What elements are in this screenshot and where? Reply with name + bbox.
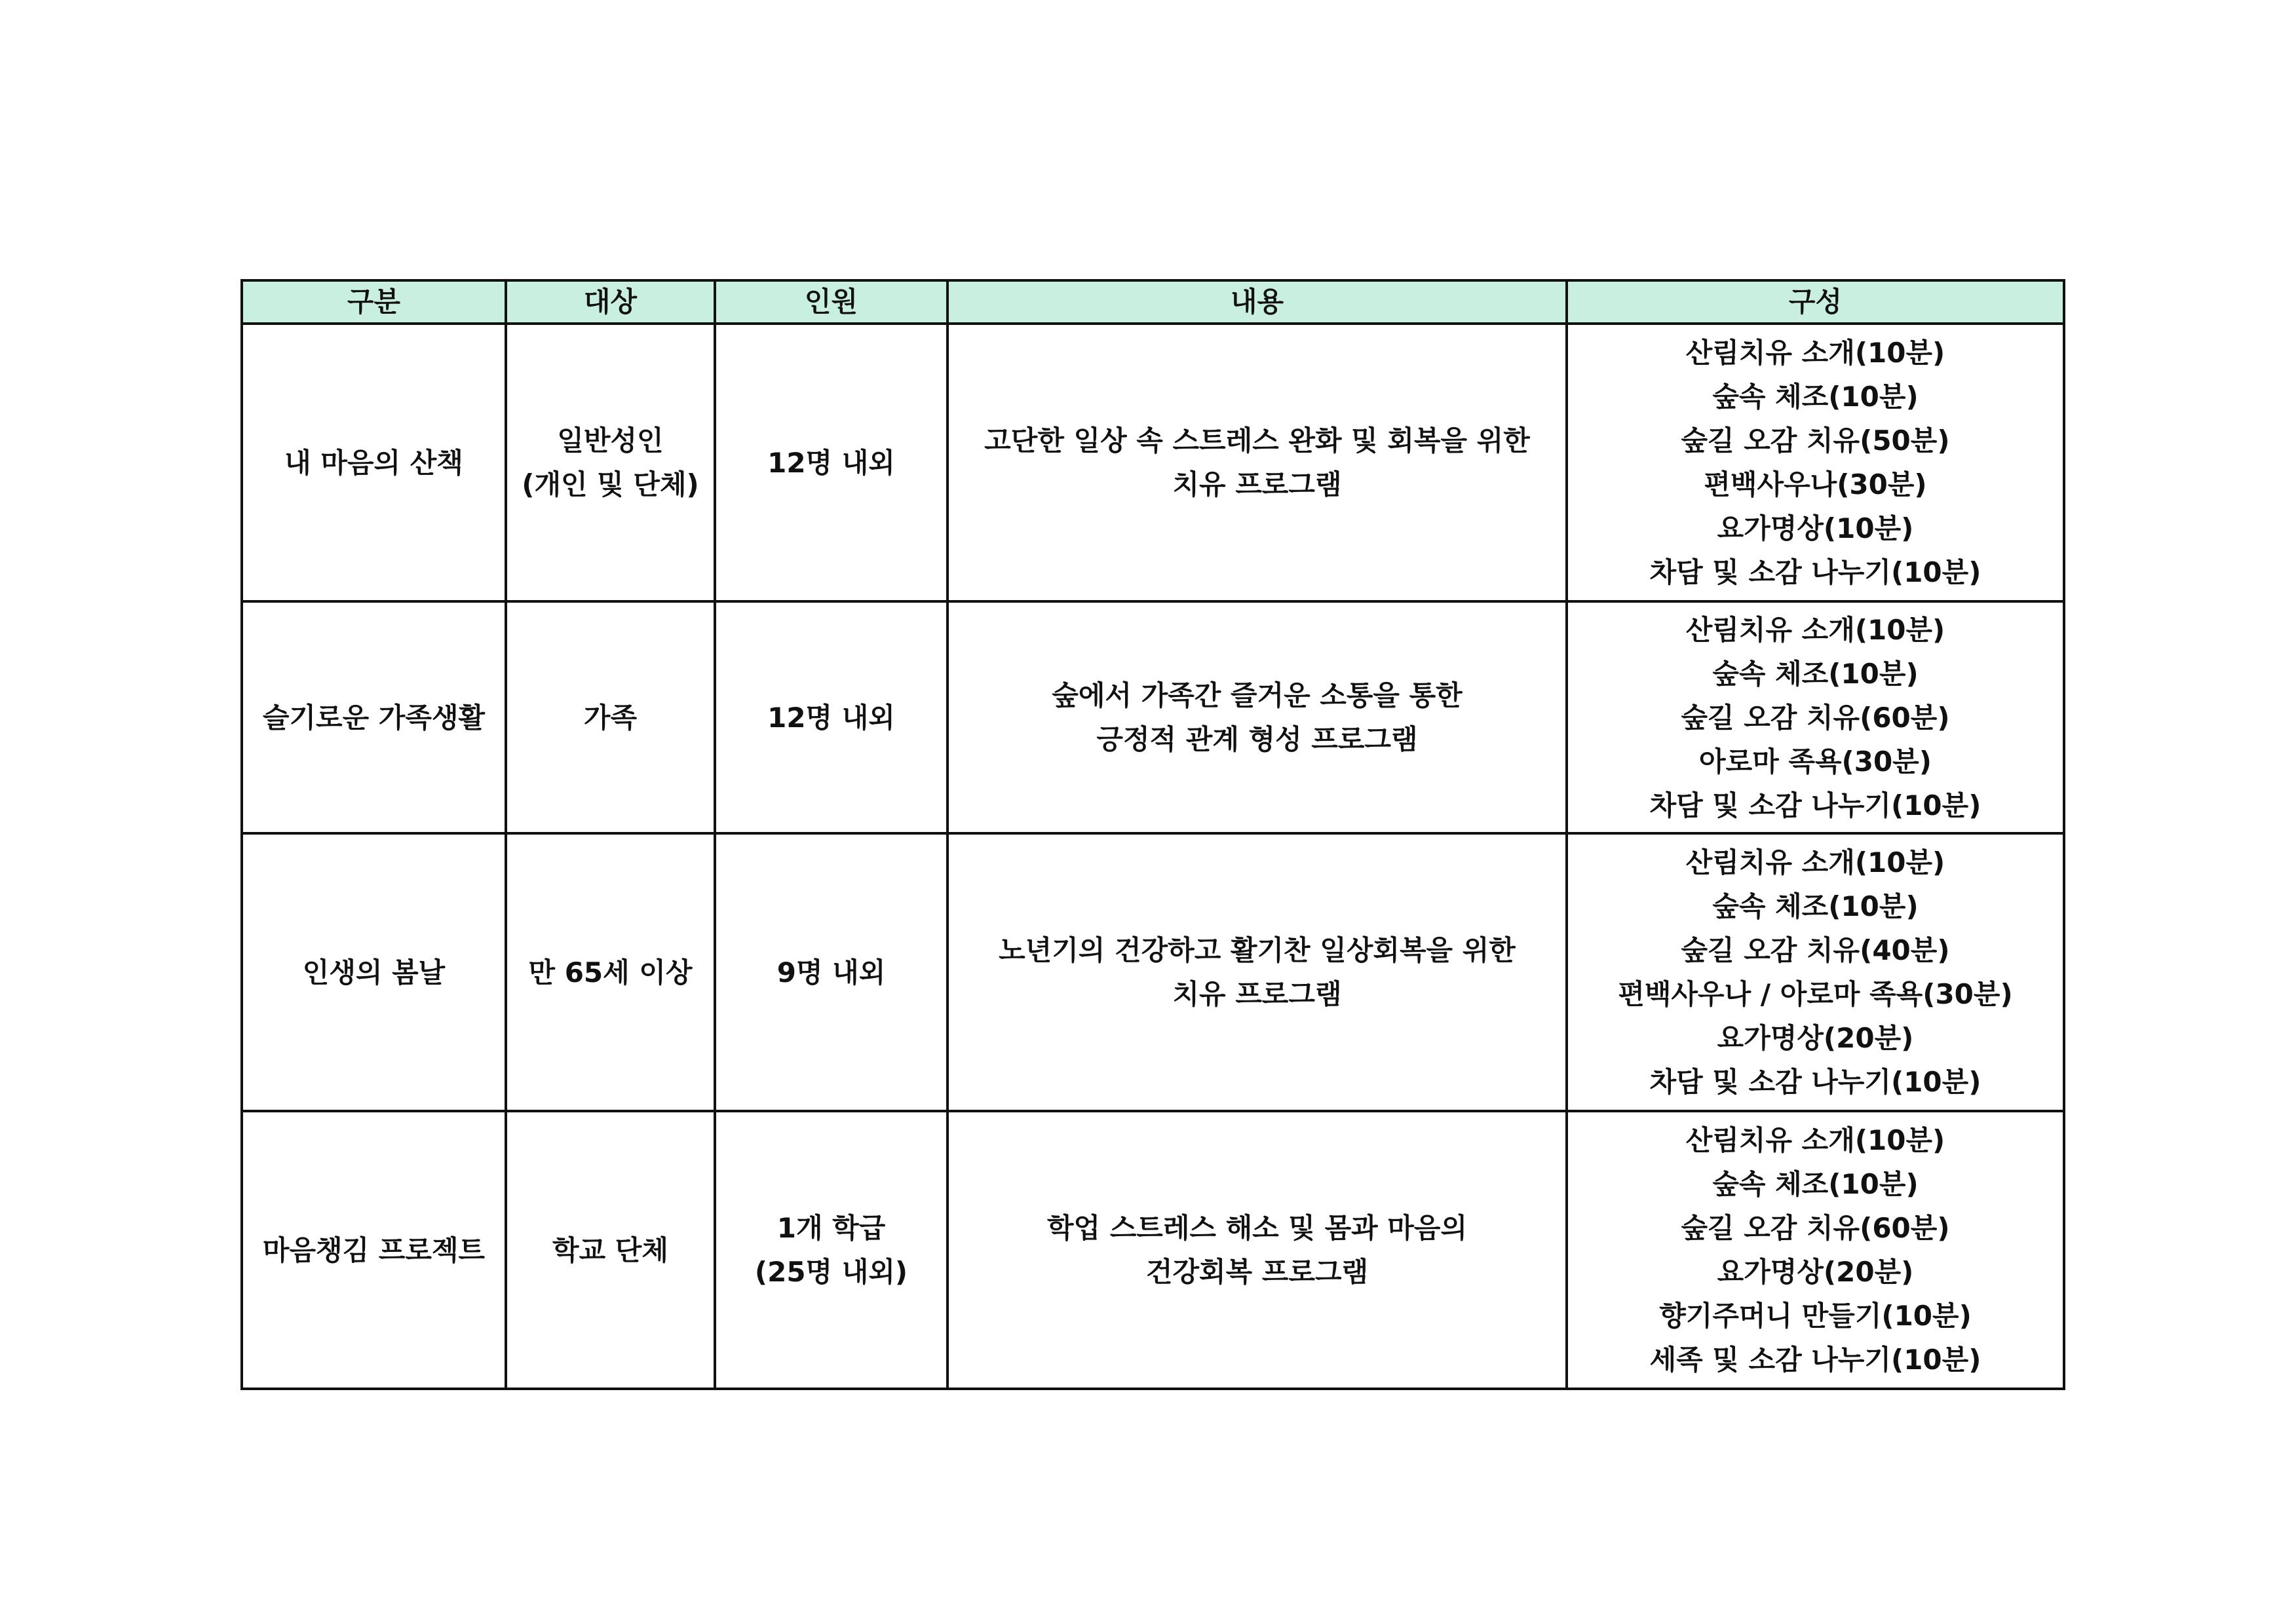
program-name-cell	[242, 324, 506, 601]
composition-item: 숲길 오감 치유(40분)	[1681, 934, 1950, 966]
target-line: 학교 단체	[552, 1234, 668, 1266]
content-line: 건강회복 프로그램	[1145, 1256, 1369, 1288]
composition-item: 향기주머니 만들기(10분)	[1659, 1300, 1972, 1332]
header-content: 내용	[947, 280, 1567, 324]
composition-item: 차담 및 소감 나누기(10분)	[1649, 556, 1981, 588]
composition-item: 세족 및 소감 나누기(10분)	[1649, 1344, 1981, 1376]
target-line: (개인 및 단체)	[522, 468, 699, 500]
composition-item: 차담 및 소감 나누기(10분)	[1649, 1066, 1981, 1098]
composition-item: 요가명상(20분)	[1717, 1022, 1914, 1054]
headcount-cell	[715, 833, 947, 1111]
target-cell	[506, 324, 715, 601]
composition-item: 숲속 체조(10분)	[1712, 890, 1919, 922]
composition-item: 숲길 오감 치유(60분)	[1681, 701, 1950, 734]
table-row	[242, 324, 2064, 601]
headcount-line: 12명 내외	[767, 446, 895, 479]
headcount-cell	[715, 324, 947, 601]
target-line: 일반성인	[557, 425, 664, 457]
composition-item: 숲속 체조(10분)	[1712, 381, 1919, 413]
composition-item: 요가명상(10분)	[1717, 512, 1914, 544]
program-name: 마음챙김 프로젝트	[262, 1234, 486, 1266]
table-row	[242, 1111, 2064, 1389]
target-cell	[506, 1111, 715, 1389]
target-line: 만 65세 이상	[528, 956, 693, 989]
table-row	[242, 601, 2064, 833]
composition-item: 산림치유 소개(10분)	[1685, 337, 1945, 369]
content-line: 긍정적 관계 형성 프로그램	[1096, 723, 1418, 755]
composition-item: 숲길 오감 치유(50분)	[1681, 425, 1950, 457]
content-line: 치유 프로그램	[1172, 978, 1342, 1010]
composition-item: 산림치유 소개(10분)	[1685, 846, 1945, 878]
headcount-line: 1개 학급	[776, 1212, 886, 1244]
program-name: 인생의 봄날	[302, 956, 446, 989]
content-line: 학업 스트레스 해소 및 몸과 마음의	[1046, 1212, 1468, 1244]
program-table	[240, 279, 2065, 1390]
table-body	[242, 324, 2064, 1389]
headcount-cell	[715, 601, 947, 833]
target-line: 가족	[583, 701, 638, 734]
content-line: 숲에서 가족간 즐거운 소통을 통한	[1052, 679, 1463, 711]
composition-item: 산림치유 소개(10분)	[1685, 613, 1945, 646]
composition-item: 산림치유 소개(10분)	[1685, 1124, 1945, 1156]
headcount-line: 9명 내외	[776, 956, 886, 989]
headcount-line: (25명 내외)	[754, 1256, 908, 1288]
content-cell	[947, 833, 1567, 1111]
header-category: 구분	[242, 280, 506, 324]
headcount-line: 12명 내외	[767, 701, 895, 734]
composition-item: 숲속 체조(10분)	[1712, 1168, 1919, 1200]
content-cell	[947, 601, 1567, 833]
target-cell	[506, 833, 715, 1111]
target-cell	[506, 601, 715, 833]
content-line: 치유 프로그램	[1172, 468, 1342, 500]
header-composition: 구성	[1567, 280, 2064, 324]
headcount-cell	[715, 1111, 947, 1389]
composition-item: 아로마 족욕(30분)	[1699, 745, 1932, 778]
header-headcount: 인원	[715, 280, 947, 324]
table-row	[242, 833, 2064, 1111]
content-line: 고단한 일상 속 스트레스 완화 및 회복을 위한	[984, 425, 1530, 457]
program-name-cell	[242, 601, 506, 833]
program-name-cell	[242, 833, 506, 1111]
header-row	[242, 280, 2064, 324]
composition-item: 요가명상(20분)	[1717, 1256, 1914, 1288]
composition-cell	[1567, 1111, 2064, 1389]
composition-item: 숲길 오감 치유(60분)	[1681, 1212, 1950, 1244]
composition-cell	[1567, 601, 2064, 833]
content-cell	[947, 1111, 1567, 1389]
header-target: 대상	[506, 280, 715, 324]
program-name: 슬기로운 가족생활	[262, 701, 486, 734]
composition-cell	[1567, 833, 2064, 1111]
composition-item: 편백사우나 / 아로마 족욕(30분)	[1618, 978, 2013, 1010]
content-cell	[947, 324, 1567, 601]
composition-item: 숲속 체조(10분)	[1712, 657, 1919, 690]
composition-cell	[1567, 324, 2064, 601]
content-line: 노년기의 건강하고 활기찬 일상회복을 위한	[999, 934, 1516, 966]
composition-item: 편백사우나(30분)	[1704, 468, 1927, 500]
program-name-cell	[242, 1111, 506, 1389]
composition-item: 차담 및 소감 나누기(10분)	[1649, 789, 1981, 821]
program-name: 내 마음의 산책	[284, 446, 463, 479]
